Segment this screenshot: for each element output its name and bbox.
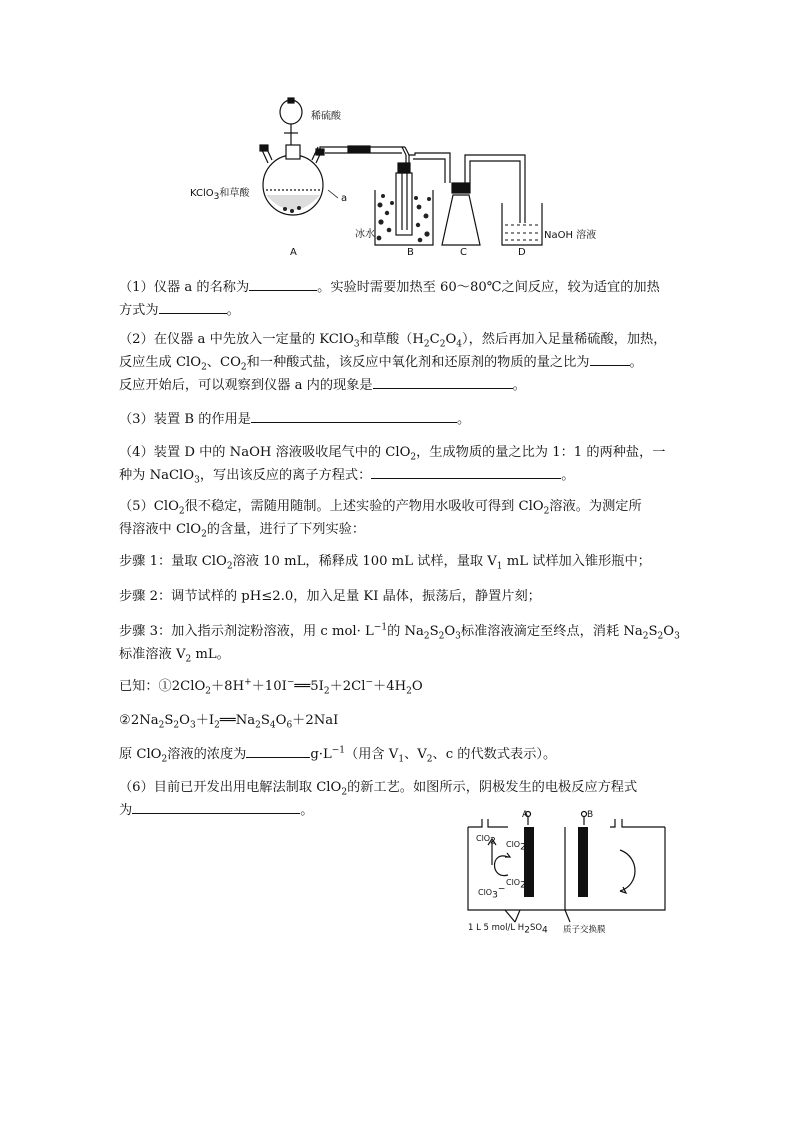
label-device-d: D (518, 247, 526, 258)
label-device-b: B (407, 247, 414, 258)
label-device-c: C (460, 247, 467, 258)
cell-membrane-label: 质子交换膜 (563, 925, 606, 935)
step-2: 步骤 2：调节试样的 pH≤2.0，加入足量 KI 晶体，振荡后，静置片刻； (119, 589, 541, 604)
answer-blank[interactable] (373, 374, 513, 389)
question-4: （4）装置 D 中的 NaOH 溶液吸收尾气中的 ClO$_2$，生成物质的量之比为 1：1 的两种盐，一 种为 NaClO$_3$，写出该反应的离子方程式： 。 (119, 445, 666, 486)
answer-blank[interactable] (132, 799, 300, 814)
question-1: （1）仪器 a 的名称为 。实验时需要加热至 60～80℃之间反应，较为适宜的加热 方式为 。 (119, 276, 679, 322)
cell-clo2-arrow-label: ClO$_2$ (506, 840, 526, 853)
answer-blank[interactable] (251, 408, 457, 423)
cell-electrode-b-label: B (587, 810, 594, 820)
label-reactants: KClO$_3$和草酸 (190, 188, 250, 202)
question-3: （3）装置 B 的作用是 。 (119, 408, 679, 431)
label-flask-a: a (341, 193, 348, 204)
question-2: （2）在仪器 a 中先放入一定量的 KClO$_3$和草酸$(H_2C_2O_4)$，然后再加入足量稀硫酸，加热， 反应生成 ClO$_2$、$CO_2$和一种酸式盐，该反应中氧化剂和还原剂的物质的量之比为 。 反应开始后，可以观察到仪器 a 内的现象是 。 (119, 332, 667, 393)
answer-blank[interactable] (159, 299, 227, 314)
step-3: 步骤 3：加入指示剂淀粉溶液，用 c $mol\cdot L^{-1}$的 $Na_2S_2O_3$标准溶液滴定至终点，消耗 $Na_2S_2O_3$ 标准溶液 $V_2$ mL。 (119, 622, 680, 665)
cell-clo3-label: ClO$_3$− (478, 884, 506, 901)
cell-clo2-left-label: ClO$_2$ (476, 834, 496, 847)
known-equation-1: 已知：$①2ClO_2+8H^++10I^-══5I_2+2Cl^-+4H_2O$ (119, 677, 423, 697)
cell-clo2-low-label: ClO$_2$ (506, 878, 526, 891)
answer-blank[interactable] (590, 351, 630, 366)
electrolysis-cell-diagram (460, 805, 680, 940)
cell-electrode-a-label: A (522, 810, 529, 820)
label-naoh-solution: NaOH 溶液 (544, 230, 597, 241)
label-ice-water: 冰水 (355, 229, 375, 240)
step-1: 步骤 1：量取 ClO$_2$溶液 10 mL，稀释成 100 mL 试样，量取 $V_1$ mL 试样加入锥形瓶中； (119, 554, 651, 572)
answer-blank[interactable] (249, 276, 317, 291)
concentration-question: 原 ClO$_2$溶液的浓度为 $g\cdot L^{-1}$（用含 $V_1$、$V_2$、c 的代数式表示）。 (119, 743, 679, 766)
question-5: （5）ClO$_2$很不稳定，需随用随制。上述实验的产物用水吸收可得到 ClO$_2$溶液。为测定所 得溶液中 ClO$_2$的含量，进行了下列实验： (119, 499, 642, 540)
cell-electrolyte-label: 1 L 5 mol/L $H_2SO_4$ (468, 923, 548, 936)
label-device-a: A (290, 247, 297, 258)
label-dilute-acid: 稀硫酸 (311, 111, 341, 122)
answer-blank[interactable] (246, 743, 310, 758)
answer-blank[interactable] (371, 464, 561, 479)
question-6: （6）目前已开发出用电解法制取 ClO$_2$的新工艺。如图所示，阴极发生的电极反应方程式 为 。 (119, 780, 638, 818)
known-equation-2: $②2Na_2S_2O_3+I_2══Na_2S_4O_6+2NaI$ (119, 713, 339, 731)
